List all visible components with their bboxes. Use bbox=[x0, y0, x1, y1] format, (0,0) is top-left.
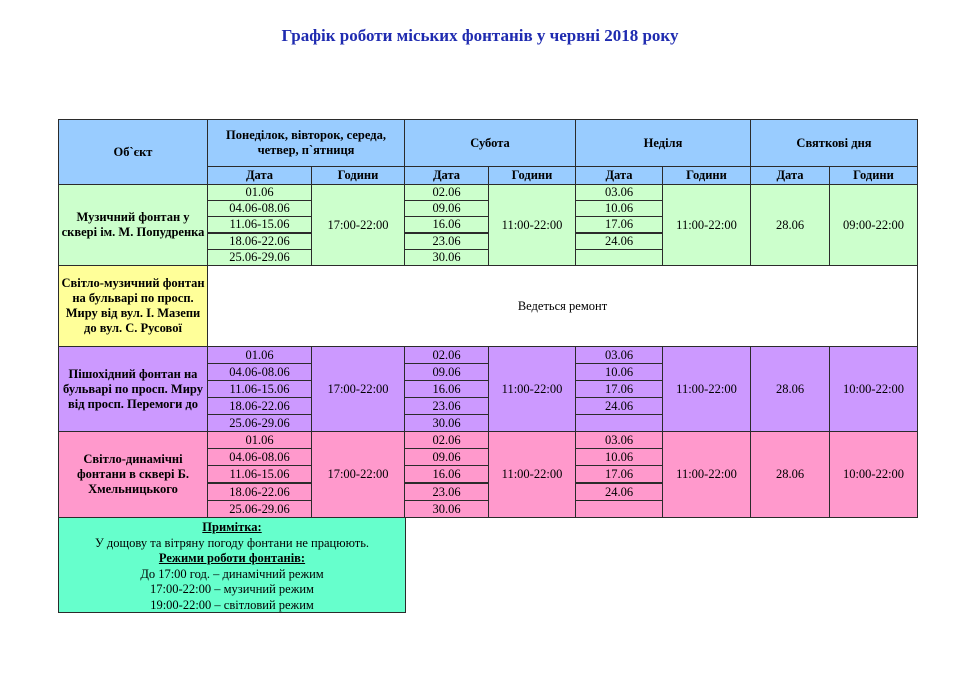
modes-heading: Режими роботи фонтанів: bbox=[158, 551, 306, 566]
saturday-hours: 11:00-22:00 bbox=[488, 184, 576, 266]
sunday-date: 24.06 bbox=[575, 483, 663, 501]
fountain-name: Музичний фонтан у сквері ім. М. Попудренка bbox=[58, 184, 208, 266]
saturday-date: 30.06 bbox=[404, 249, 489, 266]
mode-line: До 17:00 год. – динамічний режим bbox=[140, 566, 324, 581]
header-holiday-date: Дата bbox=[750, 166, 830, 185]
sunday-date: 10.06 bbox=[575, 200, 663, 217]
weekday-date: 25.06-29.06 bbox=[207, 249, 312, 266]
weekday-date: 11.06-15.06 bbox=[207, 380, 312, 398]
sunday-date bbox=[575, 414, 663, 432]
saturday-date: 16.06 bbox=[404, 380, 489, 398]
saturday-date: 30.06 bbox=[404, 414, 489, 432]
saturday-date: 09.06 bbox=[404, 448, 489, 466]
sunday-hours: 11:00-22:00 bbox=[662, 431, 751, 518]
header-sunday-date: Дата bbox=[575, 166, 663, 185]
sunday-date bbox=[575, 500, 663, 518]
header-holiday-hours: Години bbox=[829, 166, 918, 185]
weekday-date: 25.06-29.06 bbox=[207, 500, 312, 518]
holiday-date: 28.06 bbox=[750, 184, 830, 266]
holiday-hours: 10:00-22:00 bbox=[829, 346, 918, 432]
weekday-date: 18.06-22.06 bbox=[207, 397, 312, 415]
header-sunday: Неділя bbox=[575, 119, 751, 167]
weekday-date: 04.06-08.06 bbox=[207, 200, 312, 217]
repair-status: Ведеться ремонт bbox=[207, 265, 918, 347]
header-weekday-date: Дата bbox=[207, 166, 312, 185]
weekday-date: 11.06-15.06 bbox=[207, 216, 312, 233]
header-saturday-date: Дата bbox=[404, 166, 489, 185]
saturday-date: 09.06 bbox=[404, 200, 489, 217]
note-heading: Примітка: bbox=[202, 520, 262, 534]
sunday-date: 24.06 bbox=[575, 233, 663, 250]
holiday-date: 28.06 bbox=[750, 431, 830, 518]
saturday-date: 16.06 bbox=[404, 465, 489, 483]
holiday-hours: 09:00-22:00 bbox=[829, 184, 918, 266]
weekday-date: 18.06-22.06 bbox=[207, 483, 312, 501]
mode-line: 19:00-22:00 – світловий режим bbox=[150, 597, 314, 612]
weekday-date: 25.06-29.06 bbox=[207, 414, 312, 432]
saturday-date: 16.06 bbox=[404, 216, 489, 233]
weekday-date: 04.06-08.06 bbox=[207, 448, 312, 466]
sunday-date: 03.06 bbox=[575, 431, 663, 449]
sunday-hours: 11:00-22:00 bbox=[662, 346, 751, 432]
weekday-date: 18.06-22.06 bbox=[207, 233, 312, 250]
fountain-name: Пішохідний фонтан на бульварі по просп. Миру від просп. Перемоги до bbox=[58, 346, 208, 432]
saturday-date: 30.06 bbox=[404, 500, 489, 518]
fountain-name: Світло-музичний фонтан на бульварі по просп. Миру від вул. І. Мазепи до вул. С. Русової bbox=[58, 265, 208, 347]
sunday-date: 10.06 bbox=[575, 448, 663, 466]
saturday-date: 23.06 bbox=[404, 233, 489, 250]
weekday-date: 01.06 bbox=[207, 184, 312, 201]
saturday-hours: 11:00-22:00 bbox=[488, 431, 576, 518]
weekday-date: 01.06 bbox=[207, 346, 312, 364]
sunday-hours: 11:00-22:00 bbox=[662, 184, 751, 266]
header-sunday-hours: Години bbox=[662, 166, 751, 185]
weekday-hours: 17:00-22:00 bbox=[311, 346, 405, 432]
weekday-hours: 17:00-22:00 bbox=[311, 431, 405, 518]
fountain-name: Світло-динамічні фонтани в сквері Б. Хмельницького bbox=[58, 431, 208, 518]
header-weekdays: Понеділок, вівторок, середа, четвер, п`ятниця bbox=[207, 119, 405, 167]
header-object: Об`єкт bbox=[58, 119, 208, 185]
note-box bbox=[58, 517, 406, 613]
sunday-date: 03.06 bbox=[575, 346, 663, 364]
saturday-hours: 11:00-22:00 bbox=[488, 346, 576, 432]
weekday-hours: 17:00-22:00 bbox=[311, 184, 405, 266]
sunday-date: 24.06 bbox=[575, 397, 663, 415]
holiday-hours: 10:00-22:00 bbox=[829, 431, 918, 518]
holiday-date: 28.06 bbox=[750, 346, 830, 432]
note-text: У дощову та вітряну погоду фонтани не працюють. bbox=[94, 535, 370, 550]
sunday-date: 17.06 bbox=[575, 465, 663, 483]
header-saturday: Субота bbox=[404, 119, 576, 167]
page-title: Графік роботи міських фонтанів у червні 2018 року bbox=[281, 26, 679, 45]
saturday-date: 02.06 bbox=[404, 346, 489, 364]
weekday-date: 11.06-15.06 bbox=[207, 465, 312, 483]
saturday-date: 23.06 bbox=[404, 483, 489, 501]
sunday-date: 10.06 bbox=[575, 363, 663, 381]
sunday-date: 17.06 bbox=[575, 380, 663, 398]
weekday-date: 01.06 bbox=[207, 431, 312, 449]
sunday-date bbox=[575, 249, 663, 266]
sunday-date: 03.06 bbox=[575, 184, 663, 201]
header-saturday-hours: Години bbox=[488, 166, 576, 185]
mode-line: 17:00-22:00 – музичний режим bbox=[150, 582, 314, 597]
saturday-date: 02.06 bbox=[404, 431, 489, 449]
sunday-date: 17.06 bbox=[575, 216, 663, 233]
weekday-date: 04.06-08.06 bbox=[207, 363, 312, 381]
saturday-date: 09.06 bbox=[404, 363, 489, 381]
saturday-date: 23.06 bbox=[404, 397, 489, 415]
header-weekday-hours: Години bbox=[311, 166, 405, 185]
saturday-date: 02.06 bbox=[404, 184, 489, 201]
header-holidays: Святкові дня bbox=[750, 119, 918, 167]
